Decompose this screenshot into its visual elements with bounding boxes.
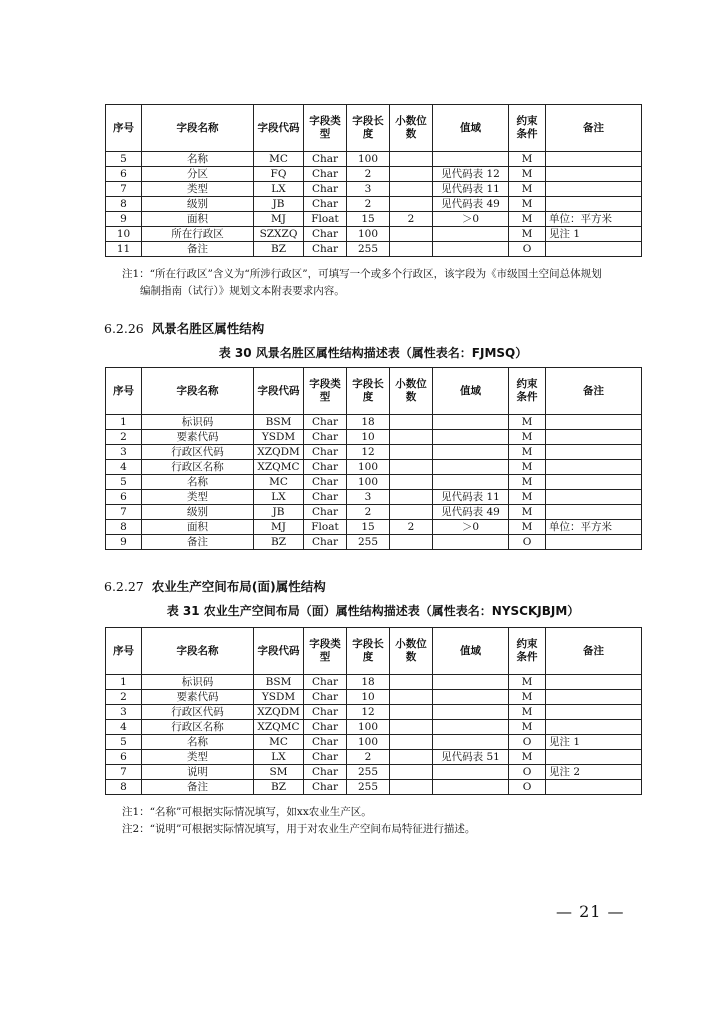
cell-field-name: 所在行政区	[142, 227, 254, 242]
cell-field-name: 名称	[142, 735, 254, 750]
cell-field-type: Char	[304, 197, 347, 212]
cell-field-length: 10	[347, 690, 390, 705]
cell-field-name: 行政区名称	[142, 460, 254, 475]
cell-field-name: 面积	[142, 212, 254, 227]
cell-constraint: M	[509, 505, 546, 520]
cell-field-name: 名称	[142, 475, 254, 490]
cell-constraint: O	[509, 780, 546, 795]
header-field-code: 字段代码	[254, 105, 304, 152]
cell-field-type: Char	[304, 535, 347, 550]
cell-index: 5	[106, 735, 142, 750]
table-header-row	[106, 105, 642, 152]
cell-index: 2	[106, 690, 142, 705]
scenic-area-attribute-table	[105, 367, 642, 550]
table-row	[106, 490, 642, 505]
cell-index: 9	[106, 212, 142, 227]
table-row	[106, 520, 642, 535]
cell-decimal-places	[390, 460, 433, 475]
attribute-table-continued	[105, 104, 642, 257]
cell-field-type: Char	[304, 475, 347, 490]
header-decimal-places: 小数位数	[390, 628, 433, 675]
cell-index: 8	[106, 197, 142, 212]
cell-field-type: Char	[304, 182, 347, 197]
cell-field-code: MC	[254, 475, 304, 490]
cell-field-length: 2	[347, 750, 390, 765]
cell-decimal-places	[390, 705, 433, 720]
cell-field-type: Char	[304, 460, 347, 475]
cell-field-length: 10	[347, 430, 390, 445]
table-row	[106, 445, 642, 460]
table-row	[106, 780, 642, 795]
cell-field-name: 要素代码	[142, 690, 254, 705]
cell-decimal-places	[390, 415, 433, 430]
cell-remarks: 单位：平方米	[546, 212, 642, 227]
cell-value-domain: 见代码表 12	[433, 167, 509, 182]
cell-constraint: M	[509, 720, 546, 735]
cell-field-code: SZXZQ	[254, 227, 304, 242]
cell-field-length: 18	[347, 675, 390, 690]
cell-constraint: O	[509, 535, 546, 550]
cell-index: 9	[106, 535, 142, 550]
cell-field-name: 行政区代码	[142, 445, 254, 460]
cell-value-domain: ＞0	[433, 520, 509, 535]
header-index: 序号	[106, 628, 142, 675]
agricultural-space-attribute-table	[105, 627, 642, 795]
cell-field-length: 15	[347, 520, 390, 535]
cell-field-code: SM	[254, 765, 304, 780]
cell-field-code: XZQMC	[254, 460, 304, 475]
cell-value-domain	[433, 227, 509, 242]
table-row	[106, 705, 642, 720]
cell-decimal-places	[390, 535, 433, 550]
cell-constraint: M	[509, 167, 546, 182]
cell-field-type: Char	[304, 505, 347, 520]
cell-field-type: Float	[304, 212, 347, 227]
table-row	[106, 735, 642, 750]
cell-field-length: 15	[347, 212, 390, 227]
cell-field-name: 要素代码	[142, 430, 254, 445]
table-note	[122, 266, 642, 300]
cell-decimal-places	[390, 445, 433, 460]
cell-remarks	[546, 705, 642, 720]
cell-field-code: BZ	[254, 535, 304, 550]
cell-decimal-places	[390, 197, 433, 212]
cell-field-code: XZQDM	[254, 445, 304, 460]
header-field-type: 字段类型	[304, 368, 347, 415]
cell-constraint: M	[509, 182, 546, 197]
cell-remarks	[546, 690, 642, 705]
cell-decimal-places	[390, 735, 433, 750]
header-field-code: 字段代码	[254, 368, 304, 415]
table-row	[106, 212, 642, 227]
cell-remarks	[546, 475, 642, 490]
cell-field-name: 类型	[142, 490, 254, 505]
table-row	[106, 242, 642, 257]
cell-remarks	[546, 167, 642, 182]
note-line: 注2：“说明”可根据实际情况填写，用于对农业生产空间布局特征进行描述。	[122, 823, 476, 835]
cell-value-domain	[433, 720, 509, 735]
header-index: 序号	[106, 105, 142, 152]
cell-field-name: 标识码	[142, 415, 254, 430]
table-row	[106, 415, 642, 430]
cell-remarks	[546, 430, 642, 445]
note-line-continued: 编制指南（试行）》规划文本附表要求内容。	[140, 285, 345, 297]
cell-field-type: Char	[304, 750, 347, 765]
section-title: 农业生产空间布局(面)属性结构	[151, 579, 326, 594]
table-row	[106, 152, 642, 167]
cell-field-code: BZ	[254, 242, 304, 257]
header-field-length: 字段长度	[347, 368, 390, 415]
cell-remarks	[546, 197, 642, 212]
header-value-domain: 值域	[433, 628, 509, 675]
cell-value-domain	[433, 430, 509, 445]
cell-index: 11	[106, 242, 142, 257]
header-remarks: 备注	[546, 105, 642, 152]
cell-field-length: 100	[347, 475, 390, 490]
cell-index: 1	[106, 675, 142, 690]
cell-index: 3	[106, 705, 142, 720]
cell-decimal-places: 2	[390, 212, 433, 227]
cell-field-length: 100	[347, 735, 390, 750]
cell-field-length: 255	[347, 242, 390, 257]
header-decimal-places: 小数位数	[390, 105, 433, 152]
cell-field-name: 备注	[142, 780, 254, 795]
table-row	[106, 675, 642, 690]
cell-field-type: Char	[304, 152, 347, 167]
cell-field-name: 面积	[142, 520, 254, 535]
cell-remarks	[546, 182, 642, 197]
cell-field-type: Char	[304, 735, 347, 750]
cell-remarks: 见注 2	[546, 765, 642, 780]
header-index: 序号	[106, 368, 142, 415]
cell-field-type: Char	[304, 227, 347, 242]
cell-constraint: M	[509, 475, 546, 490]
cell-constraint: M	[509, 705, 546, 720]
cell-constraint: M	[509, 227, 546, 242]
note-line: 注1：“名称”可根据实际情况填写，如xx农业生产区。	[122, 806, 372, 818]
cell-field-code: YSDM	[254, 690, 304, 705]
cell-value-domain	[433, 460, 509, 475]
cell-constraint: M	[509, 415, 546, 430]
section-title: 风景名胜区属性结构	[151, 321, 265, 336]
cell-field-name: 说明	[142, 765, 254, 780]
cell-value-domain: 见代码表 49	[433, 197, 509, 212]
cell-value-domain	[433, 690, 509, 705]
table-row	[106, 690, 642, 705]
cell-decimal-places	[390, 227, 433, 242]
header-value-domain: 值域	[433, 105, 509, 152]
section-heading	[104, 577, 326, 595]
cell-field-code: BSM	[254, 675, 304, 690]
cell-decimal-places	[390, 430, 433, 445]
cell-remarks	[546, 490, 642, 505]
header-field-name: 字段名称	[142, 368, 254, 415]
cell-field-code: FQ	[254, 167, 304, 182]
cell-field-code: MJ	[254, 212, 304, 227]
cell-index: 6	[106, 167, 142, 182]
cell-field-type: Char	[304, 675, 347, 690]
cell-constraint: M	[509, 690, 546, 705]
cell-value-domain: 见代码表 51	[433, 750, 509, 765]
cell-value-domain	[433, 242, 509, 257]
table-row	[106, 765, 642, 780]
section-heading	[104, 319, 264, 337]
cell-remarks	[546, 720, 642, 735]
cell-field-length: 2	[347, 505, 390, 520]
cell-field-code: BZ	[254, 780, 304, 795]
cell-field-name: 级别	[142, 505, 254, 520]
note-line: 注1：“所在行政区”含义为“所涉行政区”，可填写一个或多个行政区，该字段为《市级国土空间总体规划	[122, 268, 602, 280]
cell-index: 4	[106, 720, 142, 735]
cell-constraint: M	[509, 460, 546, 475]
cell-value-domain	[433, 152, 509, 167]
table-row	[106, 167, 642, 182]
cell-field-length: 12	[347, 705, 390, 720]
cell-remarks	[546, 750, 642, 765]
cell-constraint: M	[509, 152, 546, 167]
section-number: 6.2.26	[104, 321, 144, 336]
cell-value-domain	[433, 705, 509, 720]
cell-field-length: 100	[347, 720, 390, 735]
cell-field-type: Char	[304, 242, 347, 257]
cell-decimal-places	[390, 765, 433, 780]
cell-constraint: M	[509, 520, 546, 535]
cell-value-domain	[433, 475, 509, 490]
cell-field-type: Char	[304, 167, 347, 182]
cell-constraint: O	[509, 735, 546, 750]
cell-decimal-places	[390, 167, 433, 182]
cell-field-name: 标识码	[142, 675, 254, 690]
cell-index: 4	[106, 460, 142, 475]
table-row	[106, 720, 642, 735]
cell-value-domain	[433, 735, 509, 750]
cell-field-name: 备注	[142, 535, 254, 550]
cell-field-length: 100	[347, 152, 390, 167]
header-field-type: 字段类型	[304, 628, 347, 675]
cell-constraint: O	[509, 242, 546, 257]
cell-remarks	[546, 152, 642, 167]
cell-index: 7	[106, 765, 142, 780]
cell-value-domain	[433, 445, 509, 460]
table-row	[106, 227, 642, 242]
cell-value-domain: 见代码表 49	[433, 505, 509, 520]
cell-decimal-places	[390, 675, 433, 690]
cell-decimal-places	[390, 475, 433, 490]
table-row	[106, 535, 642, 550]
cell-remarks	[546, 780, 642, 795]
cell-index: 6	[106, 490, 142, 505]
cell-constraint: M	[509, 750, 546, 765]
cell-field-type: Char	[304, 690, 347, 705]
cell-remarks	[546, 445, 642, 460]
cell-constraint: M	[509, 430, 546, 445]
cell-field-name: 行政区名称	[142, 720, 254, 735]
cell-index: 10	[106, 227, 142, 242]
cell-field-type: Char	[304, 490, 347, 505]
cell-remarks: 见注 1	[546, 227, 642, 242]
cell-field-name: 类型	[142, 750, 254, 765]
cell-index: 6	[106, 750, 142, 765]
cell-index: 1	[106, 415, 142, 430]
table-notes	[122, 804, 642, 838]
cell-field-type: Char	[304, 765, 347, 780]
cell-field-type: Char	[304, 720, 347, 735]
cell-field-length: 255	[347, 765, 390, 780]
cell-field-type: Char	[304, 430, 347, 445]
cell-value-domain	[433, 675, 509, 690]
header-value-domain: 值域	[433, 368, 509, 415]
cell-field-code: BSM	[254, 415, 304, 430]
header-field-length: 字段长度	[347, 105, 390, 152]
header-constraint: 约束条件	[509, 368, 546, 415]
cell-decimal-places	[390, 182, 433, 197]
cell-field-type: Char	[304, 780, 347, 795]
cell-field-code: YSDM	[254, 430, 304, 445]
cell-index: 3	[106, 445, 142, 460]
cell-field-length: 3	[347, 490, 390, 505]
cell-field-length: 255	[347, 780, 390, 795]
cell-decimal-places	[390, 505, 433, 520]
header-field-length: 字段长度	[347, 628, 390, 675]
header-remarks: 备注	[546, 628, 642, 675]
cell-field-code: MC	[254, 152, 304, 167]
cell-field-type: Char	[304, 415, 347, 430]
cell-remarks: 见注 1	[546, 735, 642, 750]
cell-value-domain	[433, 765, 509, 780]
header-constraint: 约束条件	[509, 628, 546, 675]
cell-field-length: 2	[347, 167, 390, 182]
cell-field-type: Char	[304, 445, 347, 460]
table-caption: 表 31 农业生产空间布局（面）属性结构描述表（属性表名：NYSCKJBJM）	[166, 604, 580, 618]
cell-constraint: M	[509, 490, 546, 505]
cell-value-domain	[433, 415, 509, 430]
table-row	[106, 430, 642, 445]
header-field-name: 字段名称	[142, 105, 254, 152]
cell-remarks	[546, 535, 642, 550]
cell-value-domain	[433, 535, 509, 550]
cell-constraint: O	[509, 765, 546, 780]
cell-value-domain: 见代码表 11	[433, 182, 509, 197]
cell-decimal-places: 2	[390, 520, 433, 535]
header-field-code: 字段代码	[254, 628, 304, 675]
cell-constraint: M	[509, 197, 546, 212]
cell-constraint: M	[509, 675, 546, 690]
cell-field-code: XZQMC	[254, 720, 304, 735]
header-decimal-places: 小数位数	[390, 368, 433, 415]
cell-remarks	[546, 675, 642, 690]
cell-value-domain	[433, 780, 509, 795]
cell-value-domain: ＞0	[433, 212, 509, 227]
cell-remarks	[546, 505, 642, 520]
table-row	[106, 182, 642, 197]
cell-index: 5	[106, 152, 142, 167]
cell-index: 8	[106, 520, 142, 535]
table-row	[106, 750, 642, 765]
cell-constraint: M	[509, 212, 546, 227]
cell-decimal-places	[390, 242, 433, 257]
cell-field-type: Float	[304, 520, 347, 535]
page-number: — 21 —	[556, 902, 625, 921]
header-remarks: 备注	[546, 368, 642, 415]
header-field-name: 字段名称	[142, 628, 254, 675]
cell-decimal-places	[390, 720, 433, 735]
cell-field-length: 2	[347, 197, 390, 212]
cell-field-code: LX	[254, 490, 304, 505]
cell-decimal-places	[390, 750, 433, 765]
cell-field-length: 255	[347, 535, 390, 550]
cell-field-code: MJ	[254, 520, 304, 535]
cell-remarks	[546, 415, 642, 430]
cell-field-code: JB	[254, 197, 304, 212]
cell-field-name: 名称	[142, 152, 254, 167]
cell-field-name: 类型	[142, 182, 254, 197]
cell-constraint: M	[509, 445, 546, 460]
cell-field-code: JB	[254, 505, 304, 520]
table-caption: 表 30 风景名胜区属性结构描述表（属性表名：FJMSQ）	[218, 346, 528, 360]
cell-field-code: LX	[254, 182, 304, 197]
cell-field-length: 100	[347, 227, 390, 242]
cell-remarks	[546, 460, 642, 475]
header-field-type: 字段类型	[304, 105, 347, 152]
cell-field-name: 行政区代码	[142, 705, 254, 720]
cell-index: 5	[106, 475, 142, 490]
cell-decimal-places	[390, 152, 433, 167]
cell-remarks	[546, 242, 642, 257]
cell-index: 7	[106, 505, 142, 520]
cell-value-domain: 见代码表 11	[433, 490, 509, 505]
cell-field-code: XZQDM	[254, 705, 304, 720]
cell-field-code: MC	[254, 735, 304, 750]
cell-decimal-places	[390, 780, 433, 795]
cell-field-type: Char	[304, 705, 347, 720]
cell-field-length: 12	[347, 445, 390, 460]
cell-decimal-places	[390, 490, 433, 505]
cell-field-length: 18	[347, 415, 390, 430]
cell-decimal-places	[390, 690, 433, 705]
cell-remarks: 单位：平方米	[546, 520, 642, 535]
header-constraint: 约束条件	[509, 105, 546, 152]
table-header-row	[106, 368, 642, 415]
cell-index: 7	[106, 182, 142, 197]
cell-field-length: 3	[347, 182, 390, 197]
table-row	[106, 197, 642, 212]
table-header-row	[106, 628, 642, 675]
cell-index: 8	[106, 780, 142, 795]
cell-field-length: 100	[347, 460, 390, 475]
cell-field-name: 分区	[142, 167, 254, 182]
table-row	[106, 475, 642, 490]
cell-index: 2	[106, 430, 142, 445]
table-row	[106, 460, 642, 475]
cell-field-name: 级别	[142, 197, 254, 212]
section-number: 6.2.27	[104, 579, 144, 594]
table-row	[106, 505, 642, 520]
cell-field-code: LX	[254, 750, 304, 765]
cell-field-name: 备注	[142, 242, 254, 257]
